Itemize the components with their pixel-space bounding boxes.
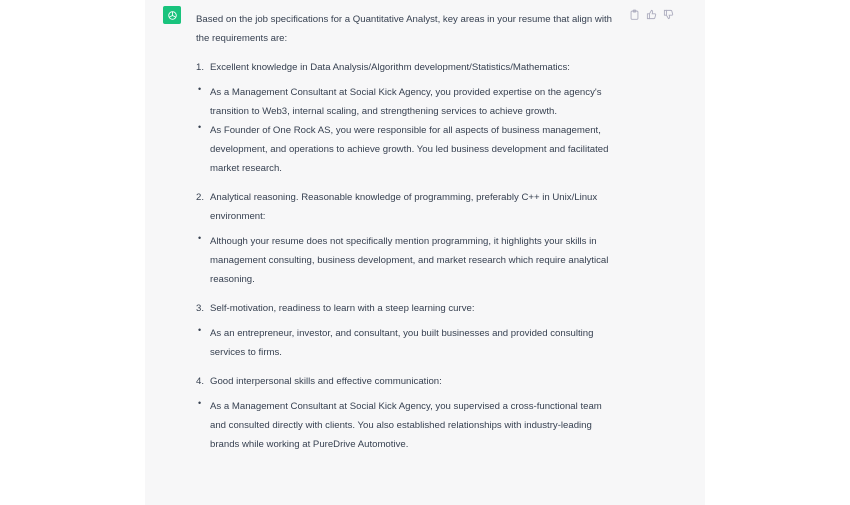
openai-logo-icon (166, 9, 179, 22)
thumbs-down-icon (663, 9, 674, 20)
like-button[interactable] (645, 8, 657, 20)
bullet-list-1 (196, 83, 616, 178)
bullet-item: • Although your resume does not specifically mention programming, it highlights your skills in management consulting, business development, and market research which require analytical reasoning. (196, 232, 616, 289)
item-heading: Analytical reasoning. Reasonable knowledge of programming, preferably C++ in Unix/Linux environment: (210, 192, 598, 222)
bullet-item: • As a Management Consultant at Social Kick Agency, you provided expertise on the agency's transition to Web3, internal scaling, and strengthening services to achieve growth. (196, 83, 616, 121)
numbered-item-3 (196, 299, 616, 318)
bullet-item: • As Founder of One Rock AS, you were responsible for all aspects of business management, development, and operations to achieve growth. You led business development and facilitated market research. (196, 121, 616, 178)
item-number: 3. (196, 303, 205, 314)
numbered-item-4 (196, 372, 616, 391)
item-heading: Good interpersonal skills and effective communication: (210, 376, 442, 387)
item-number: 2. (196, 192, 205, 203)
dislike-button[interactable] (662, 8, 674, 20)
bullet-item: • As a Management Consultant at Social Kick Agency, you supervised a cross-functional team and consulted directly with clients. You also established relationships with industry-leading brands while working at PureDrive Automotive. (196, 397, 616, 454)
bullet-list-2 (196, 232, 616, 289)
bullet-item: • As an entrepreneur, investor, and consultant, you built businesses and provided consulting services to firms. (196, 324, 616, 362)
bullet-list-3 (196, 324, 616, 362)
message-intro: Based on the job specifications for a Quantitative Analyst, key areas in your resume that align with the requirements are: (196, 14, 612, 44)
assistant-message (196, 10, 616, 454)
numbered-item-2 (196, 188, 616, 226)
item-heading: Excellent knowledge in Data Analysis/Algorithm development/Statistics/Mathematics: (210, 62, 570, 73)
item-number: 1. (196, 62, 205, 73)
item-number: 4. (196, 376, 205, 387)
bullet-list-4 (196, 397, 616, 454)
assistant-avatar (163, 6, 181, 24)
copy-button[interactable] (628, 8, 640, 20)
clipboard-icon (629, 9, 640, 20)
thumbs-up-icon (646, 9, 657, 20)
numbered-item-1 (196, 58, 616, 77)
message-actions (628, 8, 674, 20)
item-heading: Self-motivation, readiness to learn with a steep learning curve: (210, 303, 475, 314)
